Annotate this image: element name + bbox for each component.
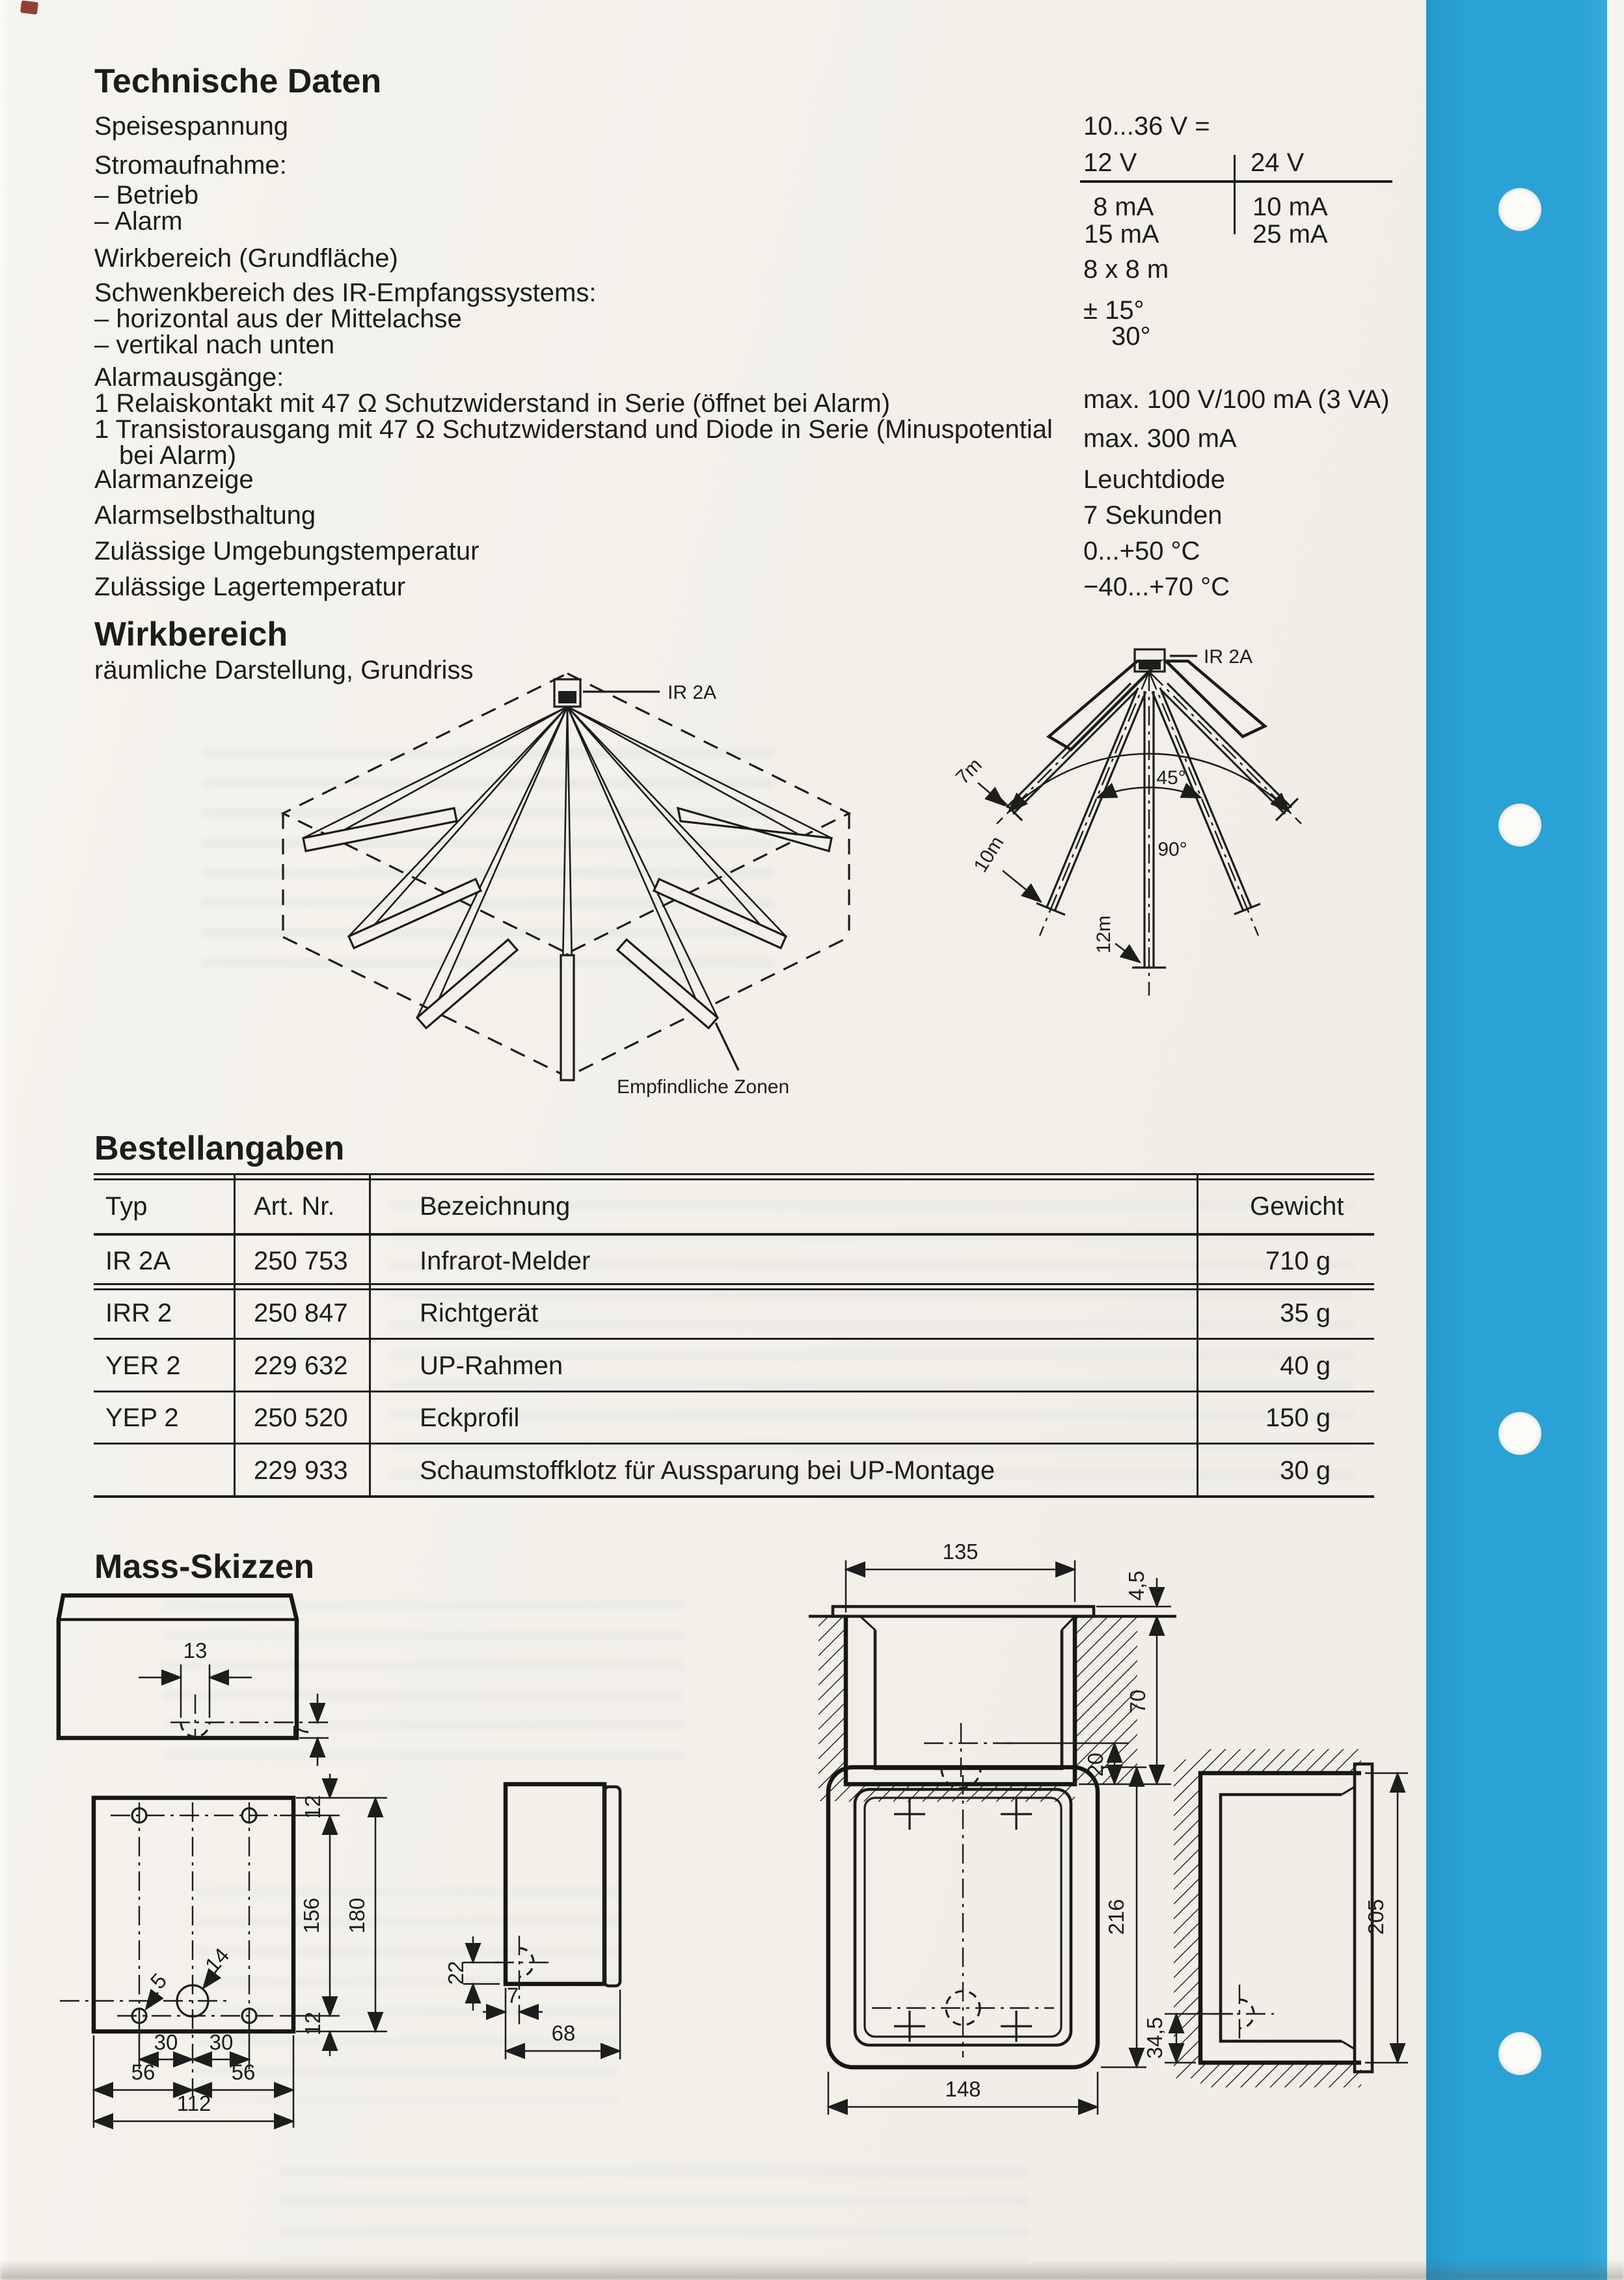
dim-180: 180 — [345, 1897, 369, 1934]
dim-4-5: 4,5 — [1124, 1571, 1148, 1601]
beam-length-12m: 12m — [1093, 915, 1115, 954]
drawing-backplate — [60, 1774, 387, 2128]
table-cell-bezeichnung: Schaumstoffklotz für Aussparung bei UP-Montage — [420, 1456, 995, 1485]
table-cell-typ: YER 2 — [105, 1351, 181, 1380]
table-cell-artnr: 250 847 — [254, 1299, 348, 1327]
dim-68: 68 — [551, 2021, 576, 2045]
spec-label: – vertikal nach unten — [94, 331, 335, 359]
voltage-value: 25 mA — [1252, 220, 1328, 249]
section-title-bestellangaben: Bestellangaben — [94, 1130, 345, 1167]
dim-56-left: 56 — [131, 2060, 156, 2084]
angle-label-90: 90° — [1157, 839, 1187, 860]
table-cell-artnr: 229 933 — [254, 1456, 348, 1485]
table-cell-gewicht: 710 g — [1265, 1247, 1331, 1275]
page-left-edge — [0, 0, 10, 2280]
spec-value: 8 x 8 m — [1083, 255, 1169, 284]
voltage-col-12v: 12 V — [1083, 148, 1137, 177]
beam-length-7m: 7m — [951, 753, 986, 789]
spec-label: – horizontal aus der Mittelachse — [94, 305, 462, 333]
col-header-artnr: Art. Nr. — [254, 1192, 335, 1221]
spec-label: Zulässige Lagertemperatur — [94, 573, 406, 601]
dim-205: 205 — [1364, 1899, 1388, 1935]
spec-value: Leuchtdiode — [1083, 465, 1225, 494]
spec-label: Wirkbereich (Grundfläche) — [94, 244, 398, 273]
drawing-recessed-section — [1143, 1749, 1408, 2087]
dim-148: 148 — [945, 2077, 981, 2101]
punch-hole — [1498, 188, 1541, 231]
dim-22: 22 — [444, 1961, 468, 1985]
bleedthrough-area — [390, 1201, 1353, 1493]
beam-length-10m: 10m — [969, 832, 1008, 876]
table-cell-artnr: 250 753 — [254, 1247, 348, 1275]
section-title-wirkbereich: Wirkbereich — [94, 616, 288, 653]
spec-label: Alarmausgänge: — [94, 363, 284, 392]
table-cell-bezeichnung: Eckprofil — [420, 1404, 520, 1432]
corner-print-mark — [20, 0, 38, 14]
dim-30-right: 30 — [209, 2030, 234, 2054]
dim-13: 13 — [183, 1638, 208, 1663]
voltage-table-rule — [1080, 180, 1392, 183]
spec-label: Schwenkbereich des IR-Empfangssystems: — [94, 278, 597, 307]
angle-label-45: 45° — [1156, 767, 1186, 789]
table-cell-artnr: 250 520 — [254, 1404, 348, 1432]
table-cell-bezeichnung: UP-Rahmen — [420, 1351, 563, 1380]
spec-value: max. 100 V/100 mA (3 VA) — [1083, 385, 1390, 414]
section-title-mass-skizzen: Mass-Skizzen — [94, 1548, 315, 1586]
spec-label: Zulässige Umgebungstemperatur — [94, 537, 480, 565]
drawing-housing-top — [59, 1595, 329, 1766]
dim-20: 20 — [1083, 1752, 1107, 1777]
table-cell-gewicht: 35 g — [1280, 1299, 1331, 1327]
wirkbereich-subtitle: räumliche Darstellung, Grundriss — [94, 656, 474, 685]
drawing-flushmount-section — [809, 1542, 1176, 1802]
dim-56-right: 56 — [231, 2060, 256, 2084]
table-cell-artnr: 229 632 — [254, 1351, 348, 1380]
room-3d-diagram — [283, 673, 849, 1098]
page-right-edge — [1607, 0, 1624, 2280]
spec-value: 7 Sekunden — [1083, 501, 1223, 530]
table-cell-gewicht: 150 g — [1265, 1404, 1331, 1432]
voltage-table-divider — [1234, 155, 1236, 234]
dim-34-5: 34,5 — [1143, 2016, 1167, 2059]
dim-7: 7 — [289, 1724, 313, 1737]
table-cell-typ: IRR 2 — [105, 1299, 172, 1327]
section-title-technische-daten: Technische Daten — [94, 62, 382, 100]
beam-fan-diagram — [952, 646, 1301, 996]
sensitive-zones — [303, 808, 832, 1080]
spec-value: 10...36 V = — [1083, 112, 1210, 141]
spec-label: Alarmanzeige — [94, 465, 254, 494]
spec-label: 1 Transistorausgang mit 47 Ω Schutzwiderstand und Diode in Serie (Minuspotential — [94, 415, 1053, 444]
blue-binding-stripe — [1426, 0, 1607, 2280]
wirkbereich-diagrams — [0, 625, 1624, 1132]
table-cell-gewicht: 40 g — [1280, 1351, 1331, 1380]
ceiling-hatch-right — [1166, 661, 1265, 737]
punch-hole — [1498, 1412, 1541, 1455]
dim-30-left: 30 — [154, 2030, 178, 2054]
voltage-col-24v: 24 V — [1251, 148, 1305, 177]
col-header-typ: Typ — [105, 1192, 148, 1221]
spec-value: ± 15° — [1083, 296, 1144, 325]
zones-label: Empfindliche Zonen — [617, 1076, 790, 1098]
spec-value: 0...+50 °C — [1083, 537, 1200, 565]
col-header-bezeichnung: Bezeichnung — [420, 1192, 571, 1221]
dim-12-bottom: 12 — [301, 2011, 325, 2036]
ceiling-hatch-left — [1049, 661, 1159, 750]
dim-12-top: 12 — [301, 1795, 325, 1819]
voltage-value: 8 mA — [1093, 193, 1154, 221]
table-cell-typ: IR 2A — [105, 1247, 171, 1275]
spec-label: Alarmselbsthaltung — [94, 501, 316, 530]
scan-shadow-bottom — [0, 2260, 1624, 2280]
voltage-value: 10 mA — [1252, 193, 1328, 221]
table-cell-bezeichnung: Richtgerät — [420, 1299, 539, 1327]
spec-value: −40...+70 °C — [1083, 573, 1230, 601]
device-label: IR 2A — [1204, 646, 1253, 668]
dim-70: 70 — [1126, 1689, 1150, 1714]
dim-216: 216 — [1104, 1899, 1128, 1935]
dim-7-offset: 7 — [506, 1983, 519, 2007]
dim-156: 156 — [299, 1897, 323, 1934]
voltage-value: 15 mA — [1084, 220, 1159, 249]
table-cell-bezeichnung: Infrarot-Melder — [420, 1247, 591, 1275]
dim-hole-5: 5 — [145, 1968, 172, 1994]
spec-value: 30° — [1111, 322, 1151, 351]
punch-hole — [1498, 804, 1541, 847]
dim-135: 135 — [942, 1542, 979, 1564]
spec-value: max. 300 mA — [1083, 424, 1237, 453]
device-label: IR 2A — [668, 682, 717, 703]
spec-label: Stromaufnahme: — [94, 151, 287, 180]
spec-label: – Alarm — [94, 207, 183, 236]
spec-label: – Betrieb — [94, 181, 199, 210]
drawing-front-view — [828, 1767, 1146, 2115]
dim-hole-14: 14 — [200, 1943, 234, 1977]
punch-hole — [1498, 2032, 1541, 2075]
dimension-drawings — [0, 1542, 1624, 2280]
table-cell-typ: YEP 2 — [105, 1404, 179, 1432]
spec-label: bei Alarm) — [119, 441, 237, 470]
table-cell-gewicht: 30 g — [1280, 1456, 1331, 1485]
drawing-housing-side — [444, 1784, 620, 2059]
spec-label: Speisespannung — [94, 112, 289, 141]
leader-line — [716, 1023, 738, 1070]
col-header-gewicht: Gewicht — [1250, 1192, 1344, 1221]
spec-label: 1 Relaiskontakt mit 47 Ω Schutzwiderstand in Serie (öffnet bei Alarm) — [94, 389, 891, 418]
dim-112: 112 — [176, 2091, 211, 2115]
detector-icon — [554, 679, 580, 707]
